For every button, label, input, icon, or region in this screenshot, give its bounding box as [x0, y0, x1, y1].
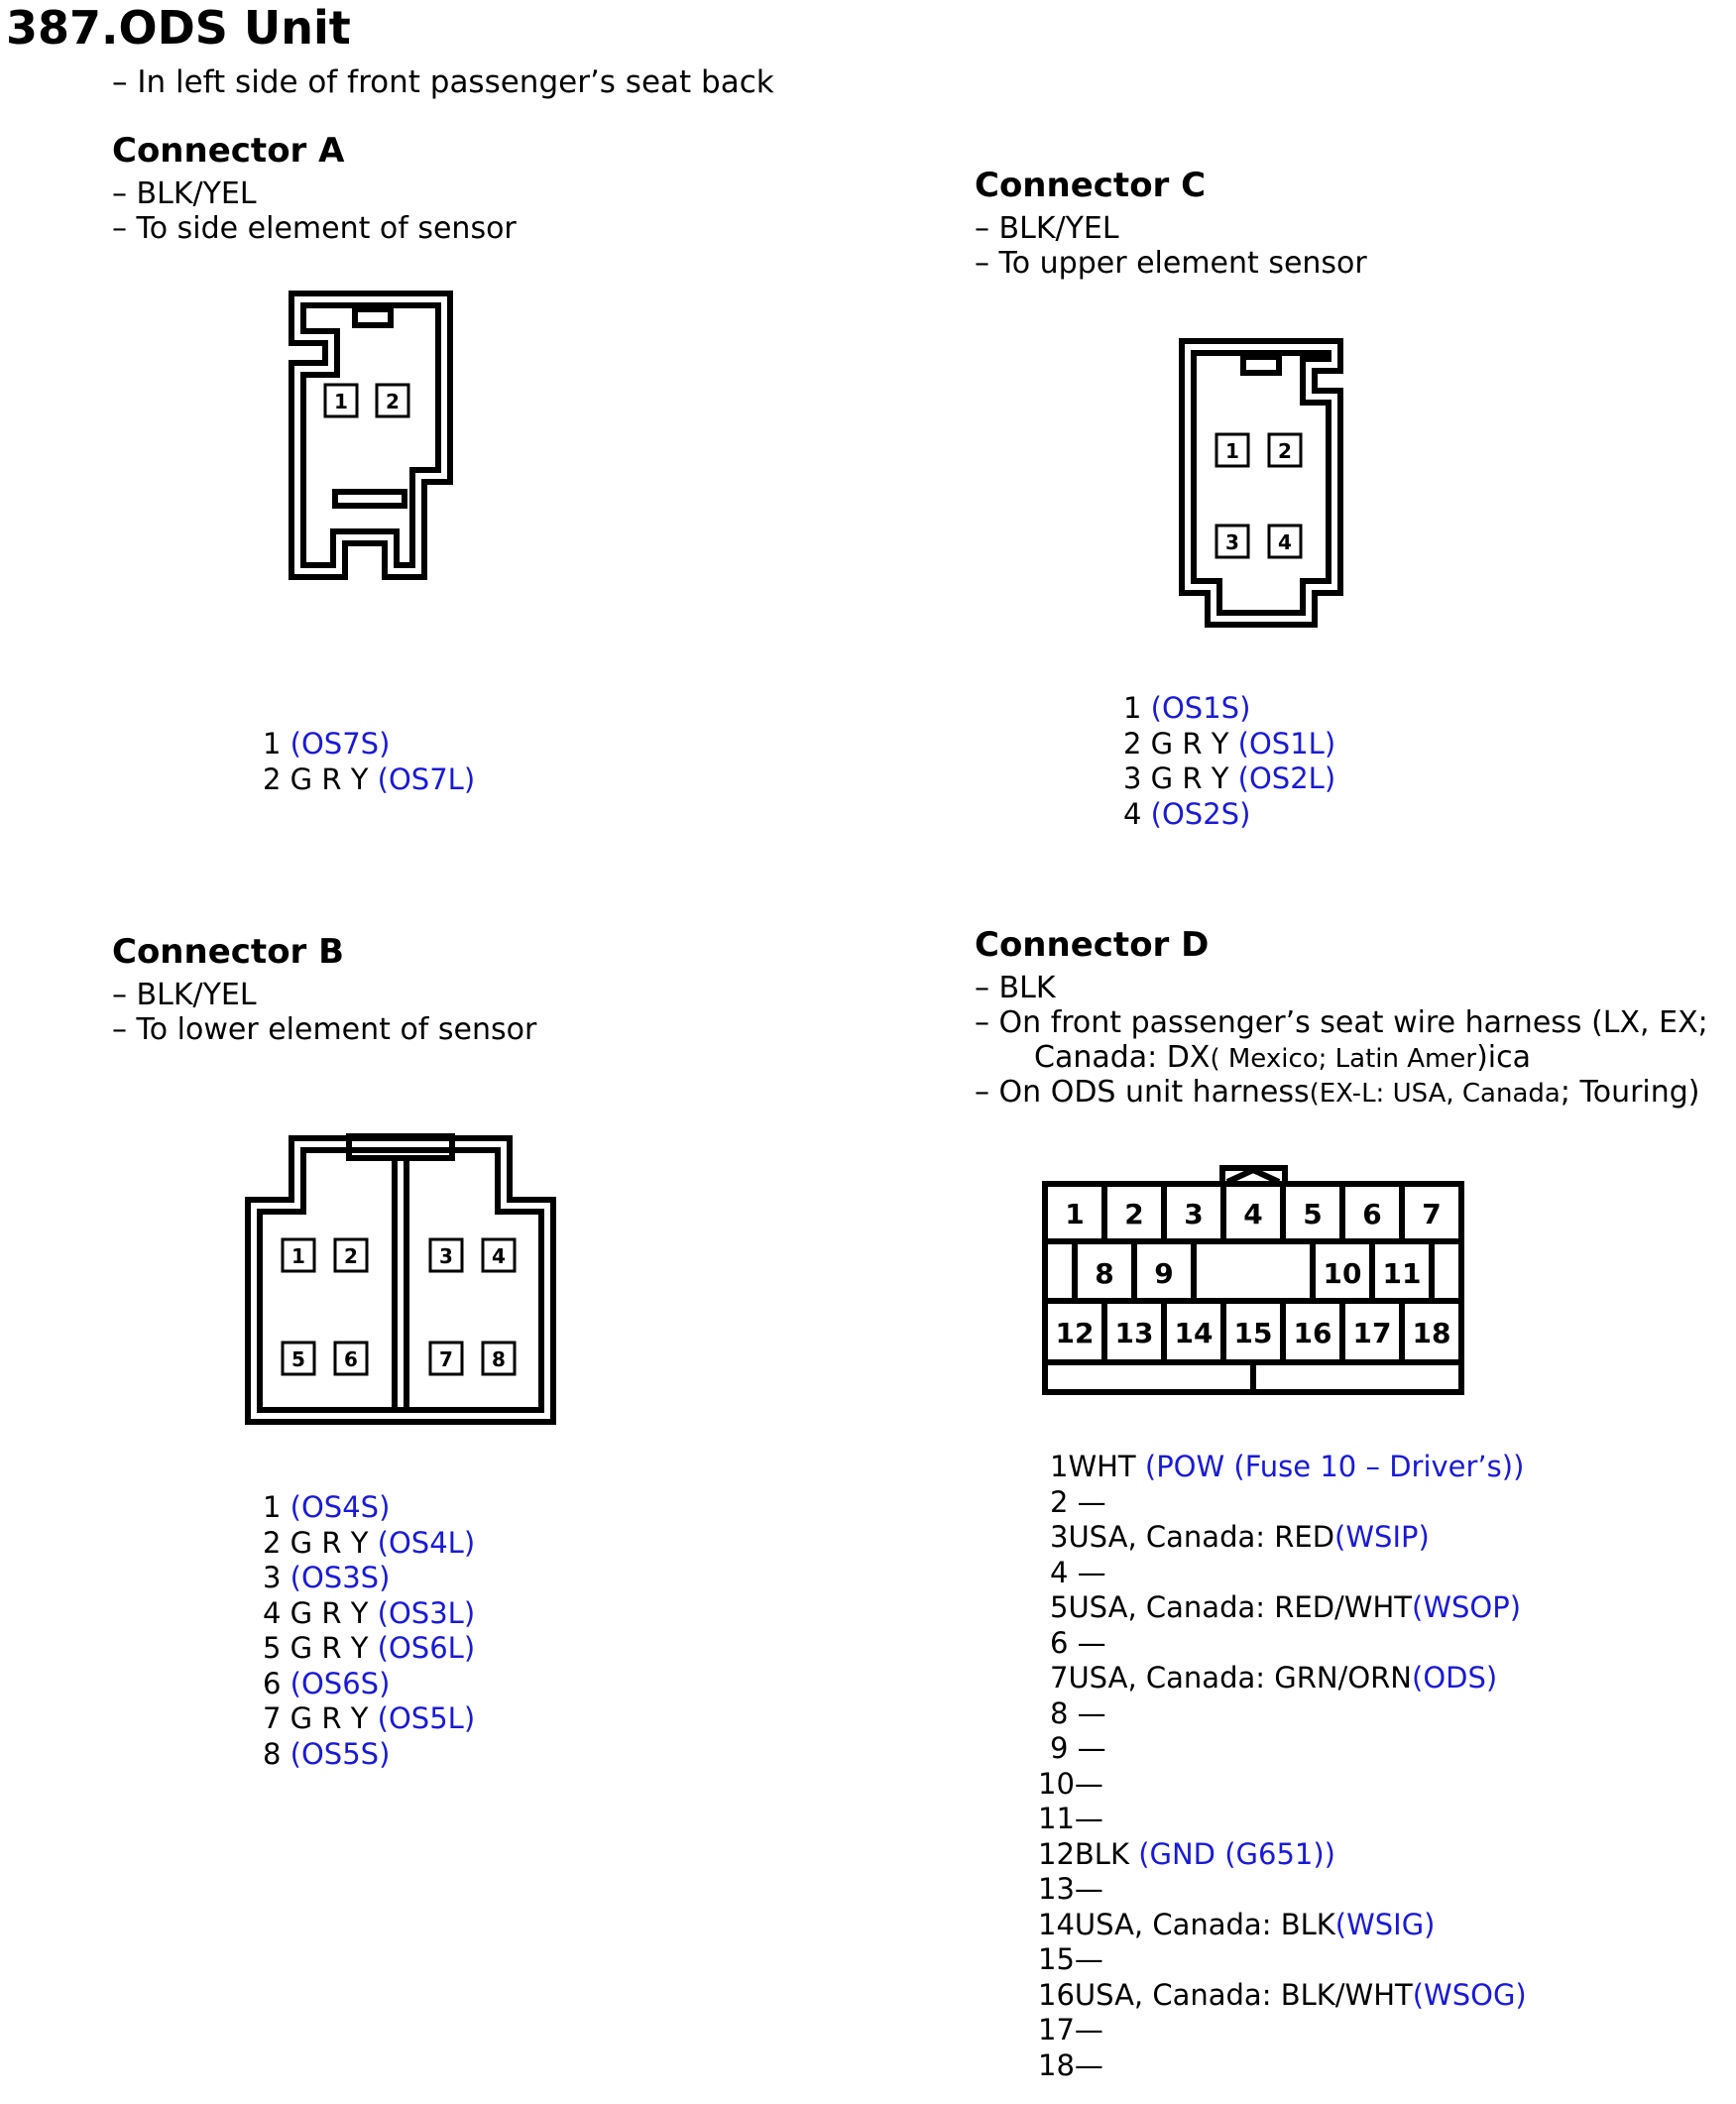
pin-wire: —	[1074, 1942, 1103, 1976]
pin-wire: G R Y	[289, 761, 369, 796]
pin-row	[1123, 727, 1335, 762]
pin-number: 17	[1038, 2013, 1075, 2046]
pin-wire: BLK	[1074, 1836, 1129, 1871]
connector-d-cavity-2: 2	[1124, 1198, 1144, 1230]
connector-a-heading: Connector A	[112, 131, 345, 171]
pin-row	[1038, 1837, 1527, 1873]
connector-a-diagram	[286, 288, 454, 585]
connector-d-cavity-7: 7	[1422, 1198, 1442, 1230]
pin-row	[1050, 1661, 1527, 1696]
pin-row	[1038, 2048, 1527, 2084]
pin-signal: (OS4S)	[289, 1490, 391, 1524]
connector-d-heading: Connector D	[975, 925, 1210, 965]
desc-main-text: – On ODS unit harness	[975, 1075, 1310, 1110]
connector-d-cavity-13: 13	[1114, 1317, 1154, 1349]
pin-number: 8	[1050, 1695, 1069, 1730]
connector-b-diagram	[242, 1132, 559, 1428]
pin-row	[1123, 691, 1335, 727]
pin-row	[1123, 797, 1335, 833]
pin-wire: —	[1077, 1695, 1106, 1730]
pin-number: 2	[263, 761, 282, 796]
connector-b-cavity-4: 4	[492, 1244, 506, 1268]
connector-d-desc-3	[1034, 1040, 1531, 1077]
pin-signal: (OS5L)	[377, 1701, 476, 1735]
connector-a-cavity-2: 2	[386, 390, 400, 413]
pin-signal: (OS1S)	[1150, 691, 1251, 725]
pin-row	[1050, 1485, 1527, 1521]
pin-wire: G R Y	[1150, 761, 1229, 795]
pin-row	[1050, 1626, 1527, 1662]
pin-number: 1	[1123, 691, 1142, 725]
connector-b-cavity-3: 3	[439, 1244, 453, 1268]
pin-row	[263, 1490, 475, 1526]
pin-wire: —	[1077, 1731, 1106, 1765]
pin-row	[1123, 761, 1335, 797]
pin-number: 7	[263, 1701, 282, 1735]
desc-main-text: Canada: DX	[1034, 1040, 1211, 1075]
pin-signal: (OS3S)	[289, 1561, 391, 1594]
pin-signal: (OS2L)	[1237, 761, 1336, 795]
connector-d-desc-2: – On front passenger’s seat wire harness (LX, EX;	[975, 1005, 1708, 1040]
pin-wire: USA, Canada: BLK	[1074, 1907, 1335, 1941]
pin-signal: (WSIG)	[1334, 1907, 1436, 1941]
connector-a-cavity-1: 1	[334, 390, 348, 413]
pin-number: 3	[263, 1561, 282, 1594]
pin-signal: (OS5S)	[289, 1736, 391, 1771]
connector-d-cavity-5: 5	[1303, 1198, 1323, 1230]
pin-number: 10	[1038, 1766, 1075, 1801]
pin-row	[1038, 1908, 1527, 1943]
pin-number: 13	[1038, 1872, 1075, 1906]
pin-number: 2	[1123, 726, 1142, 760]
pin-wire: G R Y	[289, 1525, 369, 1560]
pin-row	[263, 727, 475, 762]
connector-c-diagram	[1176, 335, 1344, 633]
pin-row	[263, 1561, 475, 1596]
pin-wire: —	[1077, 1484, 1106, 1519]
pin-wire: G R Y	[1150, 726, 1229, 760]
pin-number: 1	[1050, 1450, 1069, 1483]
pin-signal: (OS6S)	[289, 1666, 391, 1700]
pin-signal: (OS3L)	[377, 1595, 476, 1630]
pin-number: 5	[263, 1631, 282, 1665]
connector-d-cavity-15: 15	[1233, 1317, 1273, 1349]
pin-wire: —	[1074, 2047, 1103, 2082]
pin-number: 8	[263, 1736, 282, 1771]
pin-number: 4	[1050, 1555, 1069, 1589]
page-title: 387.ODS Unit	[6, 1, 351, 55]
pin-signal: (OS2S)	[1150, 796, 1251, 831]
pin-signal: (WSOP)	[1412, 1590, 1522, 1624]
pin-number: 4	[263, 1595, 282, 1630]
connector-d-cavity-17: 17	[1352, 1317, 1392, 1349]
desc-small-text: ( Mexico; Latin Amer	[1210, 1044, 1477, 1074]
pin-wire: WHT	[1068, 1450, 1136, 1483]
pin-wire: USA, Canada: RED/WHT	[1068, 1590, 1413, 1624]
pin-row	[263, 762, 475, 798]
pin-number: 1	[263, 1490, 282, 1524]
connector-d-cavity-8: 8	[1095, 1257, 1114, 1290]
connector-a-pin-list	[263, 727, 475, 797]
location-note: – In left side of front passenger’s seat back	[112, 64, 774, 100]
pin-signal: (GND (G651))	[1138, 1836, 1335, 1871]
pin-signal: (OS7L)	[377, 761, 476, 796]
connector-d-cavity-16: 16	[1293, 1317, 1332, 1349]
pin-number: 7	[1050, 1661, 1069, 1695]
pin-number: 15	[1038, 1942, 1075, 1976]
pin-number: 18	[1038, 2047, 1075, 2082]
pin-row	[1038, 2013, 1527, 2048]
connector-d-cavity-3: 3	[1184, 1198, 1204, 1230]
connector-b-desc-1: – BLK/YEL	[112, 978, 257, 1012]
connector-a-desc-2: – To side element of sensor	[112, 211, 517, 246]
desc-tail-text: )ica	[1476, 1040, 1531, 1075]
pin-number: 1	[263, 727, 282, 760]
connector-c-heading: Connector C	[975, 166, 1207, 205]
pin-wire: USA, Canada: RED	[1068, 1520, 1335, 1554]
pin-signal: (OS1L)	[1237, 726, 1336, 760]
pin-row	[1038, 1942, 1527, 1978]
pin-number: 5	[1050, 1590, 1069, 1624]
connector-b-desc-2: – To lower element of sensor	[112, 1012, 537, 1047]
pin-row	[1050, 1696, 1527, 1732]
pin-wire: —	[1077, 1625, 1106, 1660]
pin-row	[1050, 1590, 1527, 1626]
pin-signal: (OS4L)	[377, 1525, 476, 1560]
pin-wire: USA, Canada: GRN/ORN	[1068, 1661, 1412, 1695]
pin-number: 4	[1123, 796, 1142, 831]
connector-c-desc-1: – BLK/YEL	[975, 211, 1119, 246]
connector-c-cavity-1: 1	[1225, 439, 1239, 463]
pin-wire: —	[1074, 1802, 1103, 1835]
connector-d-cavity-6: 6	[1362, 1198, 1382, 1230]
connector-c-cavity-2: 2	[1278, 439, 1292, 463]
connector-d-cavity-10: 10	[1323, 1257, 1362, 1290]
connector-d-desc-1: – BLK	[975, 971, 1056, 1005]
connector-d-diagram	[1041, 1158, 1467, 1396]
pin-wire: G R Y	[289, 1701, 369, 1735]
pin-number: 3	[1123, 761, 1142, 795]
pin-signal: (WSIP)	[1334, 1520, 1430, 1554]
pin-wire: G R Y	[289, 1631, 369, 1665]
pin-row	[1038, 1978, 1527, 2014]
pin-number: 9	[1050, 1731, 1069, 1765]
pin-row	[1050, 1450, 1527, 1485]
connector-c-cavity-3: 3	[1225, 530, 1239, 554]
connector-d-cavity-18: 18	[1412, 1317, 1451, 1349]
connector-b-cavity-5: 5	[291, 1347, 305, 1371]
pin-row	[263, 1526, 475, 1562]
desc-small-text: (EX-L: USA, Canada	[1309, 1079, 1561, 1109]
pin-wire: USA, Canada: BLK/WHT	[1074, 1977, 1413, 2012]
pin-row	[1038, 1802, 1527, 1837]
connector-b-cavity-8: 8	[492, 1347, 506, 1371]
pin-number: 2	[263, 1525, 282, 1560]
pin-row	[263, 1701, 475, 1737]
pin-row	[1038, 1767, 1527, 1803]
pin-number: 6	[1050, 1625, 1069, 1660]
pin-signal: (OS7S)	[289, 727, 391, 760]
connector-d-cavity-14: 14	[1174, 1317, 1214, 1349]
connector-a-desc-1: – BLK/YEL	[112, 176, 257, 211]
connector-b-cavity-7: 7	[439, 1347, 453, 1371]
connector-b-cavity-6: 6	[344, 1347, 358, 1371]
connector-d-desc-4	[975, 1075, 1700, 1111]
connector-b-cavity-2: 2	[344, 1244, 358, 1268]
connector-b-cavity-1: 1	[291, 1244, 305, 1268]
pin-row	[1038, 1872, 1527, 1908]
pin-number: 3	[1050, 1520, 1069, 1554]
connector-c-desc-2: – To upper element sensor	[975, 246, 1367, 281]
pin-wire: —	[1074, 1872, 1103, 1906]
connector-c-cavity-4: 4	[1278, 530, 1292, 554]
pin-wire: —	[1074, 1766, 1103, 1801]
pin-row	[263, 1596, 475, 1632]
connector-d-cavity-12: 12	[1055, 1317, 1095, 1349]
desc-tail-text: ; Touring)	[1560, 1075, 1700, 1110]
pin-row	[1050, 1731, 1527, 1767]
pin-row	[263, 1631, 475, 1667]
connector-d-cavity-4: 4	[1243, 1198, 1263, 1230]
pin-number: 12	[1038, 1836, 1075, 1871]
connector-d-cavity-1: 1	[1065, 1198, 1085, 1230]
pin-signal: (ODS)	[1412, 1661, 1498, 1695]
connector-b-heading: Connector B	[112, 932, 345, 972]
connector-b-pin-list	[263, 1490, 475, 1772]
pin-row	[263, 1667, 475, 1702]
pin-signal: (WSOG)	[1412, 1977, 1527, 2012]
pin-signal: (POW (Fuse 10 – Driver’s))	[1144, 1450, 1525, 1483]
pin-signal: (OS6L)	[377, 1631, 476, 1665]
pin-row	[1050, 1520, 1527, 1556]
pin-wire: G R Y	[289, 1595, 369, 1630]
pin-wire: —	[1074, 2013, 1103, 2046]
pin-row	[1050, 1556, 1527, 1591]
pin-number: 6	[263, 1666, 282, 1700]
connector-d-cavity-11: 11	[1382, 1257, 1422, 1290]
pin-number: 2	[1050, 1484, 1069, 1519]
pin-number: 14	[1038, 1907, 1075, 1941]
pin-wire: —	[1077, 1555, 1106, 1589]
connector-d-cavity-9: 9	[1154, 1257, 1174, 1290]
pin-row	[263, 1737, 475, 1773]
connector-d-pin-list	[1038, 1450, 1527, 2083]
connector-c-pin-list	[1123, 691, 1335, 832]
pin-number: 16	[1038, 1977, 1075, 2012]
pin-number: 11	[1038, 1802, 1075, 1835]
